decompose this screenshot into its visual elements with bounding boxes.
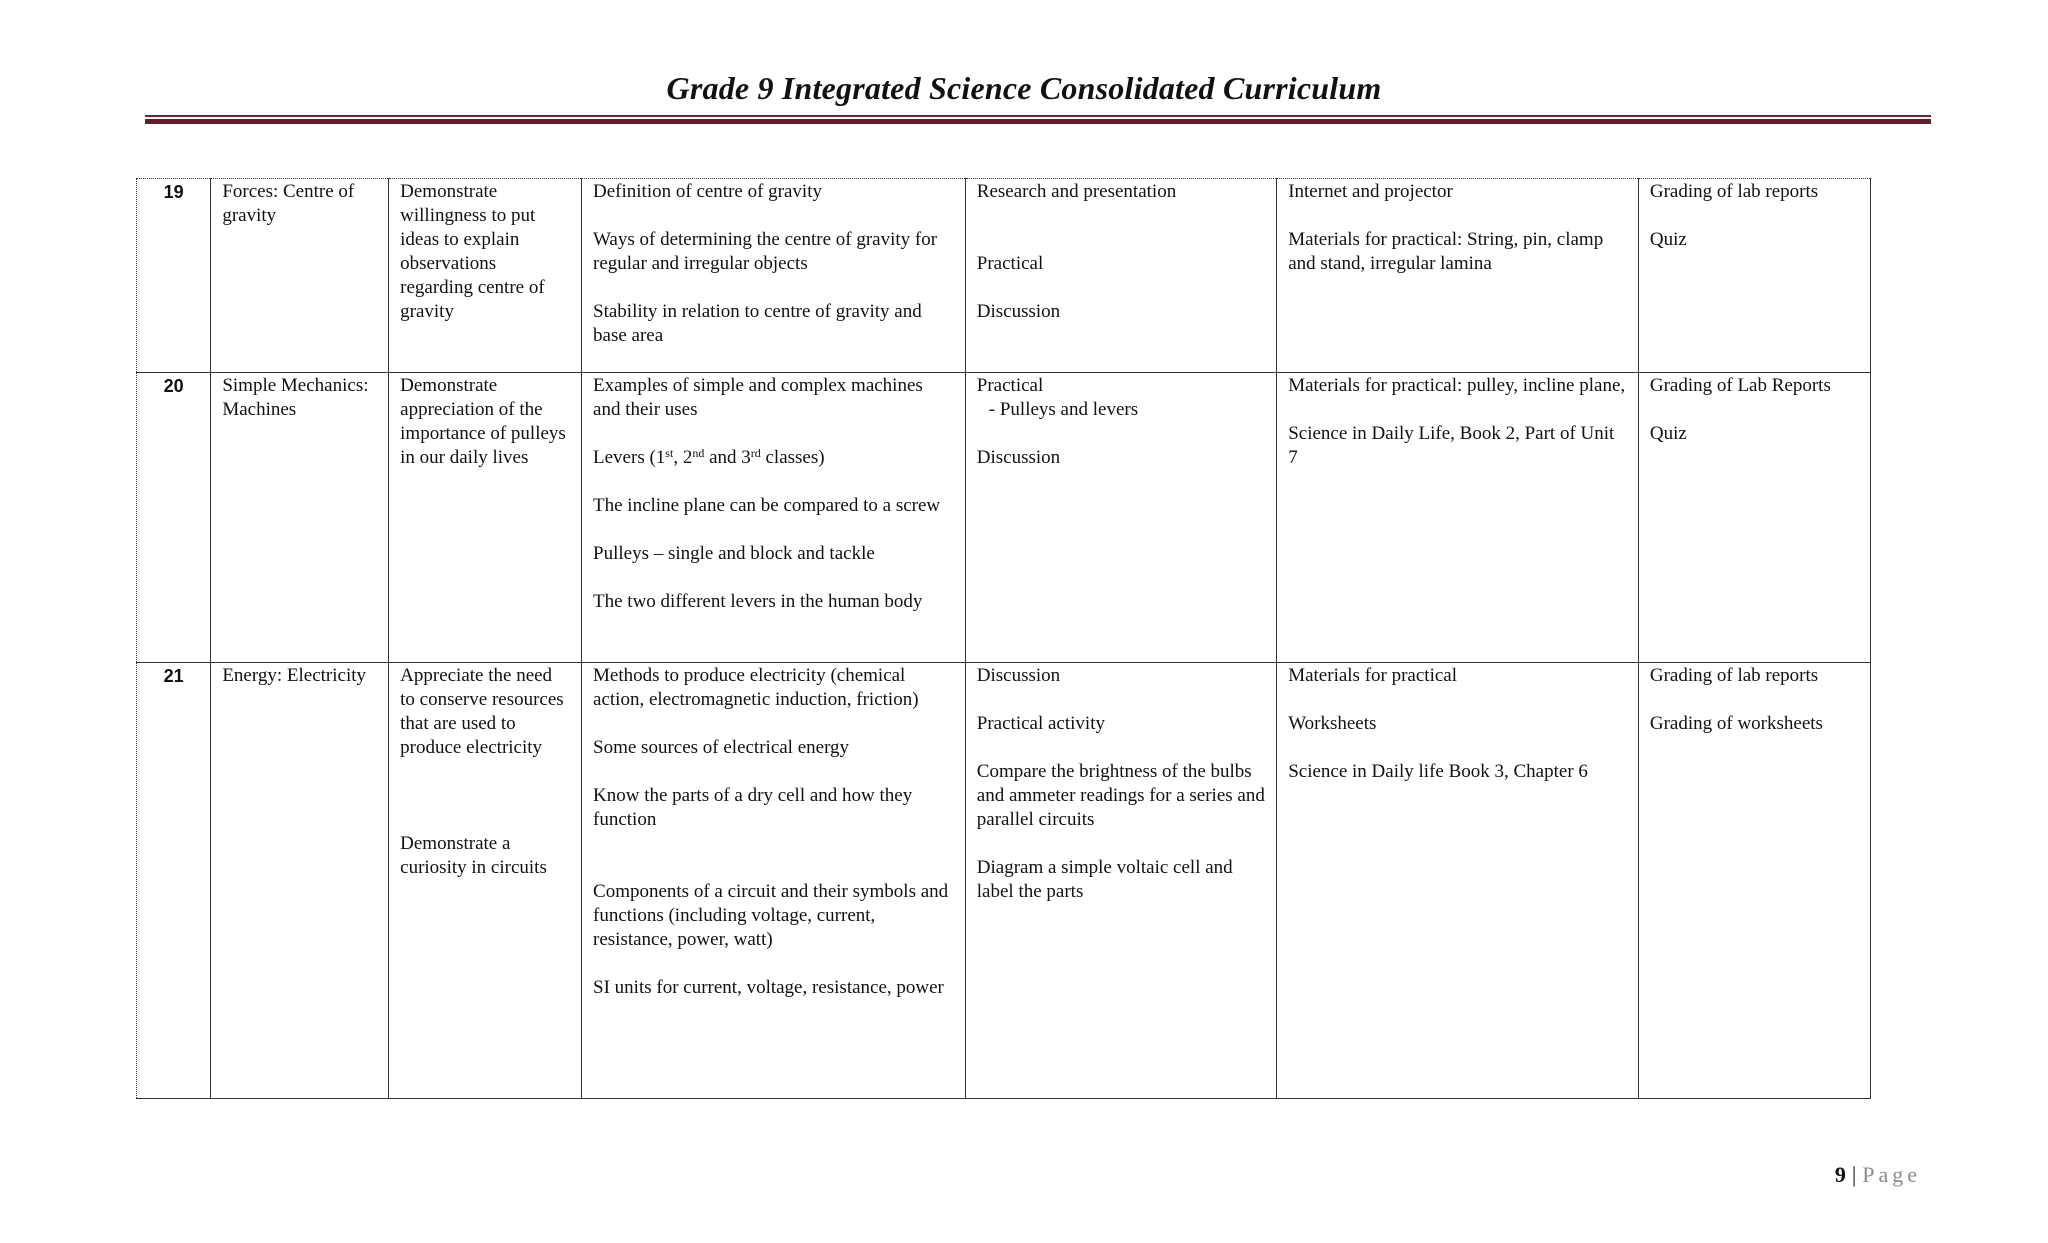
activities-cell bbox=[965, 663, 1276, 1099]
content-item: Methods to produce electricity (chemical action, electromagnetic induction, friction) bbox=[593, 665, 919, 710]
content-cell bbox=[582, 663, 966, 1099]
assessment-item: Quiz bbox=[1649, 423, 1687, 444]
table-row bbox=[137, 663, 1871, 1099]
content-item: Know the parts of a dry cell and how they function bbox=[593, 785, 913, 830]
topic-cell bbox=[211, 179, 389, 373]
resource-item: Science in Daily Life, Book 2, Part of Unit 7 bbox=[1288, 423, 1615, 468]
content-item: Ways of determining the centre of gravity for regular and irregular objects bbox=[593, 229, 938, 274]
activity-item: Discussion bbox=[976, 665, 1061, 686]
attitude-text: Appreciate the need to conserve resources that are used to produce electricity bbox=[400, 665, 564, 758]
activity-item: Research and presentation bbox=[976, 181, 1177, 202]
week-number: 20 bbox=[137, 373, 211, 663]
attitude-text: Demonstrate a curiosity in circuits bbox=[400, 833, 547, 878]
topic-text: Forces: Centre of gravity bbox=[222, 181, 355, 226]
topic-cell bbox=[211, 663, 389, 1099]
topic-text: Simple Mechanics: Machines bbox=[222, 375, 369, 420]
assessment-cell bbox=[1638, 663, 1870, 1099]
assessment-item: Grading of Lab Reports bbox=[1649, 375, 1831, 396]
resource-item: Materials for practical: pulley, incline plane, bbox=[1288, 375, 1626, 396]
assessment-cell bbox=[1638, 373, 1870, 663]
activity-item: Practical bbox=[976, 375, 1044, 396]
topic-cell bbox=[211, 373, 389, 663]
content-item-levers: Levers (1st, 2nd and 3rd classes) bbox=[593, 446, 825, 468]
resources-cell bbox=[1277, 179, 1639, 373]
content-item: Stability in relation to centre of gravity and base area bbox=[593, 301, 922, 346]
table-row bbox=[137, 373, 1871, 663]
attitude-cell bbox=[389, 663, 582, 1099]
assessment-item: Grading of lab reports bbox=[1649, 181, 1819, 202]
resource-item: Science in Daily life Book 3, Chapter 6 bbox=[1288, 761, 1588, 782]
assessment-item: Quiz bbox=[1649, 229, 1687, 250]
content-cell bbox=[582, 373, 966, 663]
assessment-item: Grading of worksheets bbox=[1649, 713, 1823, 734]
footer-separator: | bbox=[1851, 1162, 1857, 1187]
content-item: Examples of simple and complex machines and their uses bbox=[593, 375, 923, 420]
content-item: Some sources of electrical energy bbox=[593, 737, 850, 758]
resources-cell bbox=[1277, 663, 1639, 1099]
resource-item: Materials for practical: String, pin, clamp and stand, irregular lamina bbox=[1288, 229, 1604, 274]
activity-item: Compare the brightness of the bulbs and ammeter readings for a series and parallel circuits bbox=[976, 761, 1265, 830]
table-row bbox=[137, 179, 1871, 373]
attitude-text: Demonstrate willingness to put ideas to explain observations regarding centre of gravity bbox=[400, 181, 545, 322]
attitude-text: Demonstrate appreciation of the importance of pulleys in our daily lives bbox=[400, 375, 566, 468]
resource-item: Materials for practical bbox=[1288, 665, 1458, 686]
content-item: Pulleys – single and block and tackle bbox=[593, 543, 875, 564]
resources-cell bbox=[1277, 373, 1639, 663]
activity-item: Practical activity bbox=[976, 713, 1105, 734]
topic-text: Energy: Electricity bbox=[222, 665, 367, 686]
content-item: The two different levers in the human body bbox=[593, 591, 923, 612]
assessment-item: Grading of lab reports bbox=[1649, 665, 1819, 686]
page-label: Page bbox=[1862, 1162, 1921, 1187]
activities-cell bbox=[965, 373, 1276, 663]
content-item: SI units for current, voltage, resistance, power bbox=[593, 977, 944, 998]
header-rule bbox=[145, 115, 1931, 124]
week-number: 19 bbox=[137, 179, 211, 373]
content-item: The incline plane can be compared to a screw bbox=[593, 495, 941, 516]
activities-cell bbox=[965, 179, 1276, 373]
activity-subitem: - Pulleys and levers bbox=[988, 399, 1139, 420]
curriculum-table bbox=[136, 178, 1871, 1099]
page-number: 9 bbox=[1834, 1162, 1846, 1187]
content-item: Components of a circuit and their symbols and functions (including voltage, current, resistance, power, watt) bbox=[593, 881, 949, 950]
activity-item: Diagram a simple voltaic cell and label the parts bbox=[976, 857, 1233, 902]
assessment-cell bbox=[1638, 179, 1870, 373]
resource-item: Worksheets bbox=[1288, 713, 1377, 734]
content-cell bbox=[582, 179, 966, 373]
content-item: Definition of centre of gravity bbox=[593, 181, 822, 202]
attitude-cell bbox=[389, 373, 582, 663]
page-footer bbox=[1835, 1162, 1921, 1188]
week-number: 21 bbox=[137, 663, 211, 1099]
activity-item: Discussion bbox=[976, 301, 1061, 322]
page-title: Grade 9 Integrated Science Consolidated Curriculum bbox=[666, 70, 1382, 106]
activity-item: Discussion bbox=[976, 447, 1061, 468]
resource-item: Internet and projector bbox=[1288, 181, 1453, 202]
activity-item: Practical bbox=[976, 253, 1044, 274]
attitude-cell bbox=[389, 179, 582, 373]
